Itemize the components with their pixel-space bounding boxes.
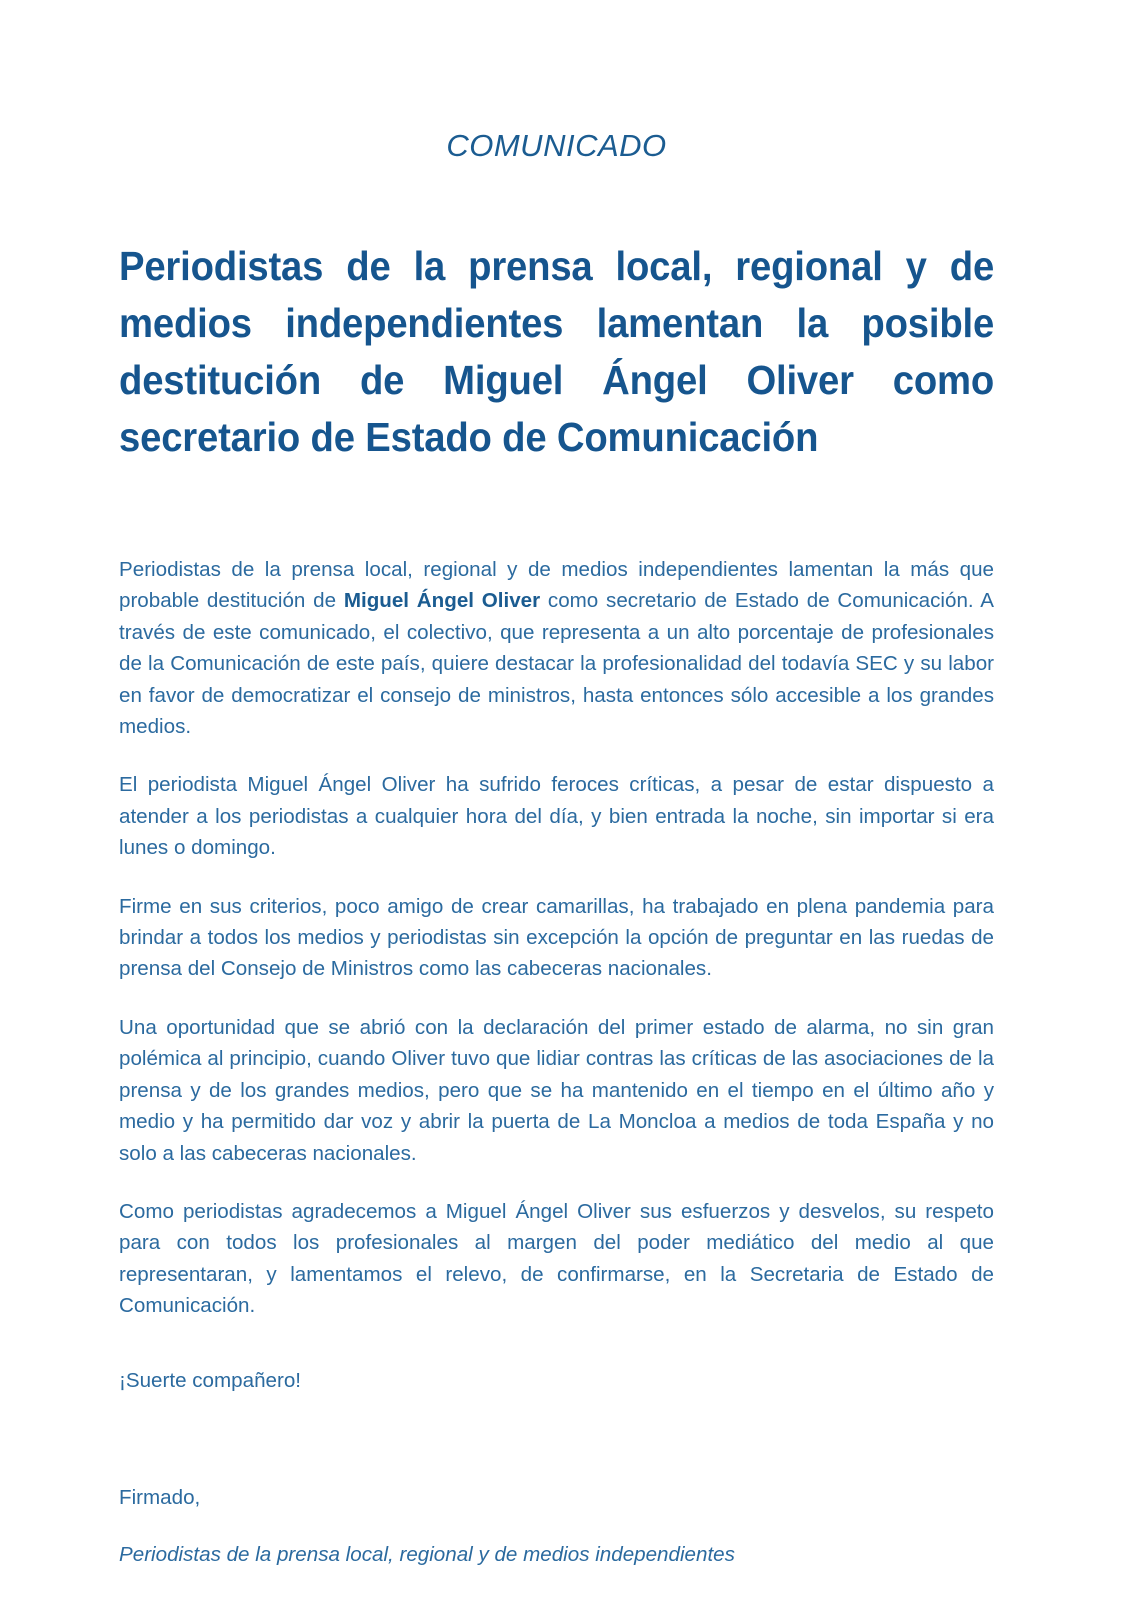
page-title: Periodistas de la prensa local, regional y de medios independientes lamentan la posible destitución de Miguel Ángel Oliver como secretario de Estado de Comunicación bbox=[119, 243, 995, 460]
paragraph-1-part-1: Periodistas de la prensa local, regional y de medios independientes lamentan la más que probable destitución de bbox=[119, 558, 994, 613]
document-kicker: COMUNICADO bbox=[446, 128, 667, 163]
body-text bbox=[119, 466, 994, 1396]
paragraph-2: El periodista Miguel Ángel Oliver ha sufrido feroces críticas, a pesar de estar dispuesto a atender a los periodistas a cualquier hora del día, y bien entrada la noche, sin importar si era lunes o domingo. bbox=[119, 773, 994, 860]
paragraph-1 bbox=[119, 554, 994, 742]
signature-label: Firmado, bbox=[119, 1485, 201, 1509]
signature-name: Periodistas de la prensa local, regional y de medios independientes bbox=[119, 1543, 735, 1567]
person-name-highlight: Miguel Ángel Oliver bbox=[343, 589, 541, 613]
signature-block bbox=[119, 1396, 994, 1571]
paragraph-4: Una oportunidad que se abrió con la declaración del primer estado de alarma, no sin gran polémica al principio, cuando Oliver tuvo que lidiar contras las críticas de las asociaciones de la prensa y de los grandes medios, pero que se ha mantenido en el tiempo en el último año y medio y ha permitido dar voz y abrir la puerta de La Moncloa a medios de toda España y no solo a las cabeceras nacionales. bbox=[119, 1015, 994, 1165]
paragraph-5: Como periodistas agradecemos a Miguel Ángel Oliver sus esfuerzos y desvelos, su respeto para con todos los profesionales al margen del poder mediático del medio al que representaran, y lamentamos el relevo, de confirmarse, en la Secretaria de Estado de Comunicación. bbox=[119, 1199, 994, 1318]
paragraph-1-part-2: como secretario de Estado de Comunicación. A través de este comunicado, el colectivo, que representa a un alto porcentaje de profesionales de la Comunicación de este país, quiere destacar la profesionalidad del todavía SEC y su labor en favor de democratizar el consejo de ministros, hasta entonces sólo accesible a los grandes medios. bbox=[119, 589, 994, 739]
closing-exclamation: ¡Suerte compañero! bbox=[119, 1368, 302, 1392]
paragraph-3: Firme en sus criterios, poco amigo de crear camarillas, ha trabajado en plena pandemia para brindar a todos los medios y periodistas sin excepción la opción de preguntar en las ruedas de prensa del Consejo de Ministros como las cabeceras nacionales. bbox=[119, 894, 994, 981]
document-content bbox=[119, 0, 994, 1571]
